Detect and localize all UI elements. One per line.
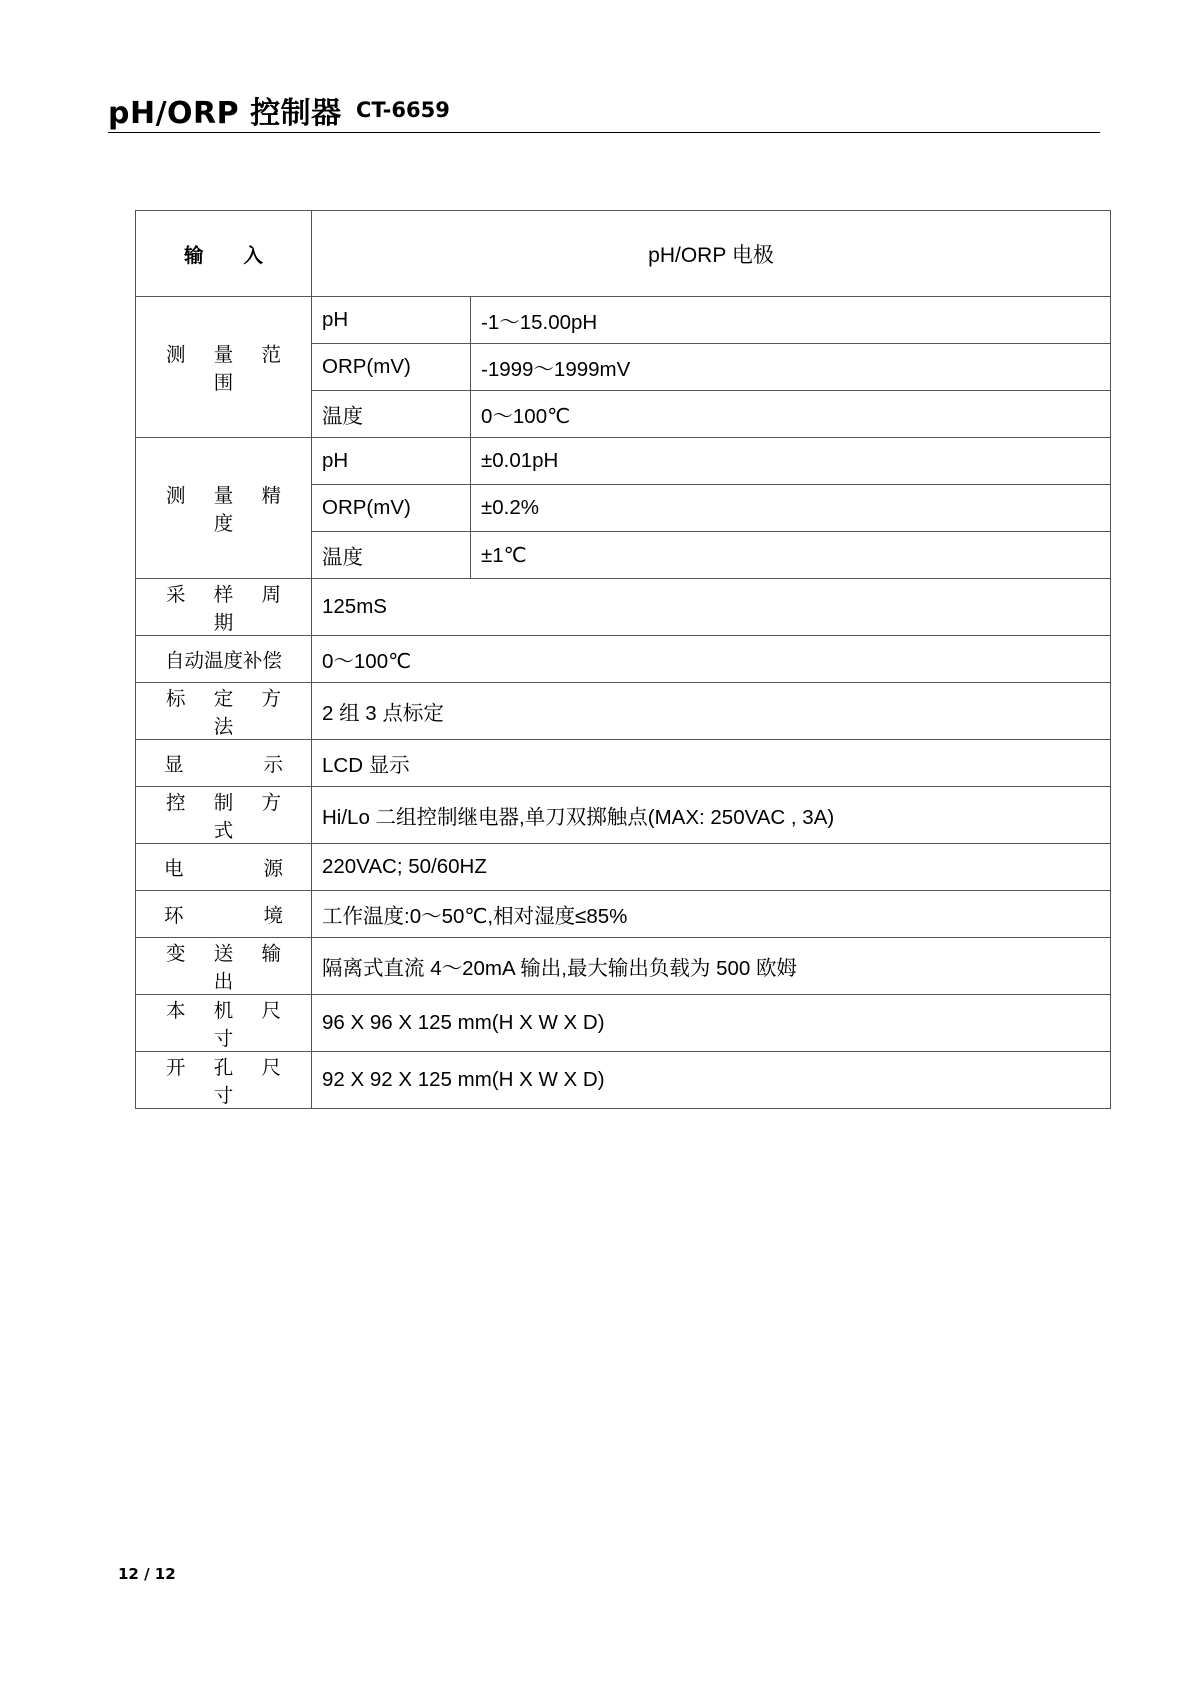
temp-compensation-value: 0～100℃ bbox=[312, 636, 1111, 683]
table-row bbox=[136, 938, 1111, 995]
table-row bbox=[136, 891, 1111, 938]
spec-table bbox=[135, 210, 1111, 1109]
accuracy-value: ±1℃ bbox=[471, 532, 1111, 579]
table-row bbox=[136, 636, 1111, 683]
table-row bbox=[136, 297, 1111, 344]
table-row bbox=[136, 995, 1111, 1052]
range-value: -1～15.00pH bbox=[471, 297, 1111, 344]
display-value: LCD 显示 bbox=[312, 740, 1111, 787]
display-label: 显 示 bbox=[136, 740, 312, 787]
cutout-dimensions-label: 开 孔 尺 寸 bbox=[136, 1052, 312, 1109]
table-row bbox=[136, 683, 1111, 740]
range-value: 0～100℃ bbox=[471, 391, 1111, 438]
power-label: 电 源 bbox=[136, 844, 312, 891]
control-mode-value: Hi/Lo 二组控制继电器,单刀双掷触点(MAX: 250VAC , 3A) bbox=[312, 787, 1111, 844]
cutout-dimensions-value: 92 X 92 X 125 mm(H X W X D) bbox=[312, 1052, 1111, 1109]
control-mode-label: 控 制 方 式 bbox=[136, 787, 312, 844]
table-row bbox=[136, 579, 1111, 636]
accuracy-param: 温度 bbox=[312, 532, 471, 579]
table-row bbox=[136, 1052, 1111, 1109]
input-value: pH/ORP 电极 bbox=[312, 211, 1111, 297]
input-label: 输 入 bbox=[136, 211, 312, 297]
range-value: -1999～1999mV bbox=[471, 344, 1111, 391]
sampling-period-label: 采 样 周 期 bbox=[136, 579, 312, 636]
table-row bbox=[136, 740, 1111, 787]
measurement-range-label: 测 量 范 围 bbox=[136, 297, 312, 438]
document-title: pH/ORP 控制器 bbox=[108, 96, 342, 131]
unit-dimensions-label: 本 机 尺 寸 bbox=[136, 995, 312, 1052]
accuracy-param: pH bbox=[312, 438, 471, 485]
sampling-period-value: 125mS bbox=[312, 579, 1111, 636]
table-row bbox=[136, 844, 1111, 891]
range-param: ORP(mV) bbox=[312, 344, 471, 391]
table-row bbox=[136, 787, 1111, 844]
calibration-method-label: 标 定 方 法 bbox=[136, 683, 312, 740]
table-row bbox=[136, 438, 1111, 485]
measurement-accuracy-label: 测 量 精 度 bbox=[136, 438, 312, 579]
accuracy-param: ORP(mV) bbox=[312, 485, 471, 532]
page-number: 12 / 12 bbox=[118, 1565, 176, 1583]
range-param: 温度 bbox=[312, 391, 471, 438]
temp-compensation-label: 自动温度补偿 bbox=[136, 636, 312, 683]
table-row-input bbox=[136, 211, 1111, 297]
model-number: CT-6659 bbox=[356, 98, 450, 122]
environment-value: 工作温度:0～50℃,相对湿度≤85% bbox=[312, 891, 1111, 938]
transmitter-output-label: 变 送 输 出 bbox=[136, 938, 312, 995]
environment-label: 环 境 bbox=[136, 891, 312, 938]
power-value: 220VAC; 50/60HZ bbox=[312, 844, 1111, 891]
accuracy-value: ±0.2% bbox=[471, 485, 1111, 532]
accuracy-value: ±0.01pH bbox=[471, 438, 1111, 485]
calibration-method-value: 2 组 3 点标定 bbox=[312, 683, 1111, 740]
page-header bbox=[108, 88, 1100, 133]
range-param: pH bbox=[312, 297, 471, 344]
transmitter-output-value: 隔离式直流 4～20mA 输出,最大输出负载为 500 欧姆 bbox=[312, 938, 1111, 995]
unit-dimensions-value: 96 X 96 X 125 mm(H X W X D) bbox=[312, 995, 1111, 1052]
